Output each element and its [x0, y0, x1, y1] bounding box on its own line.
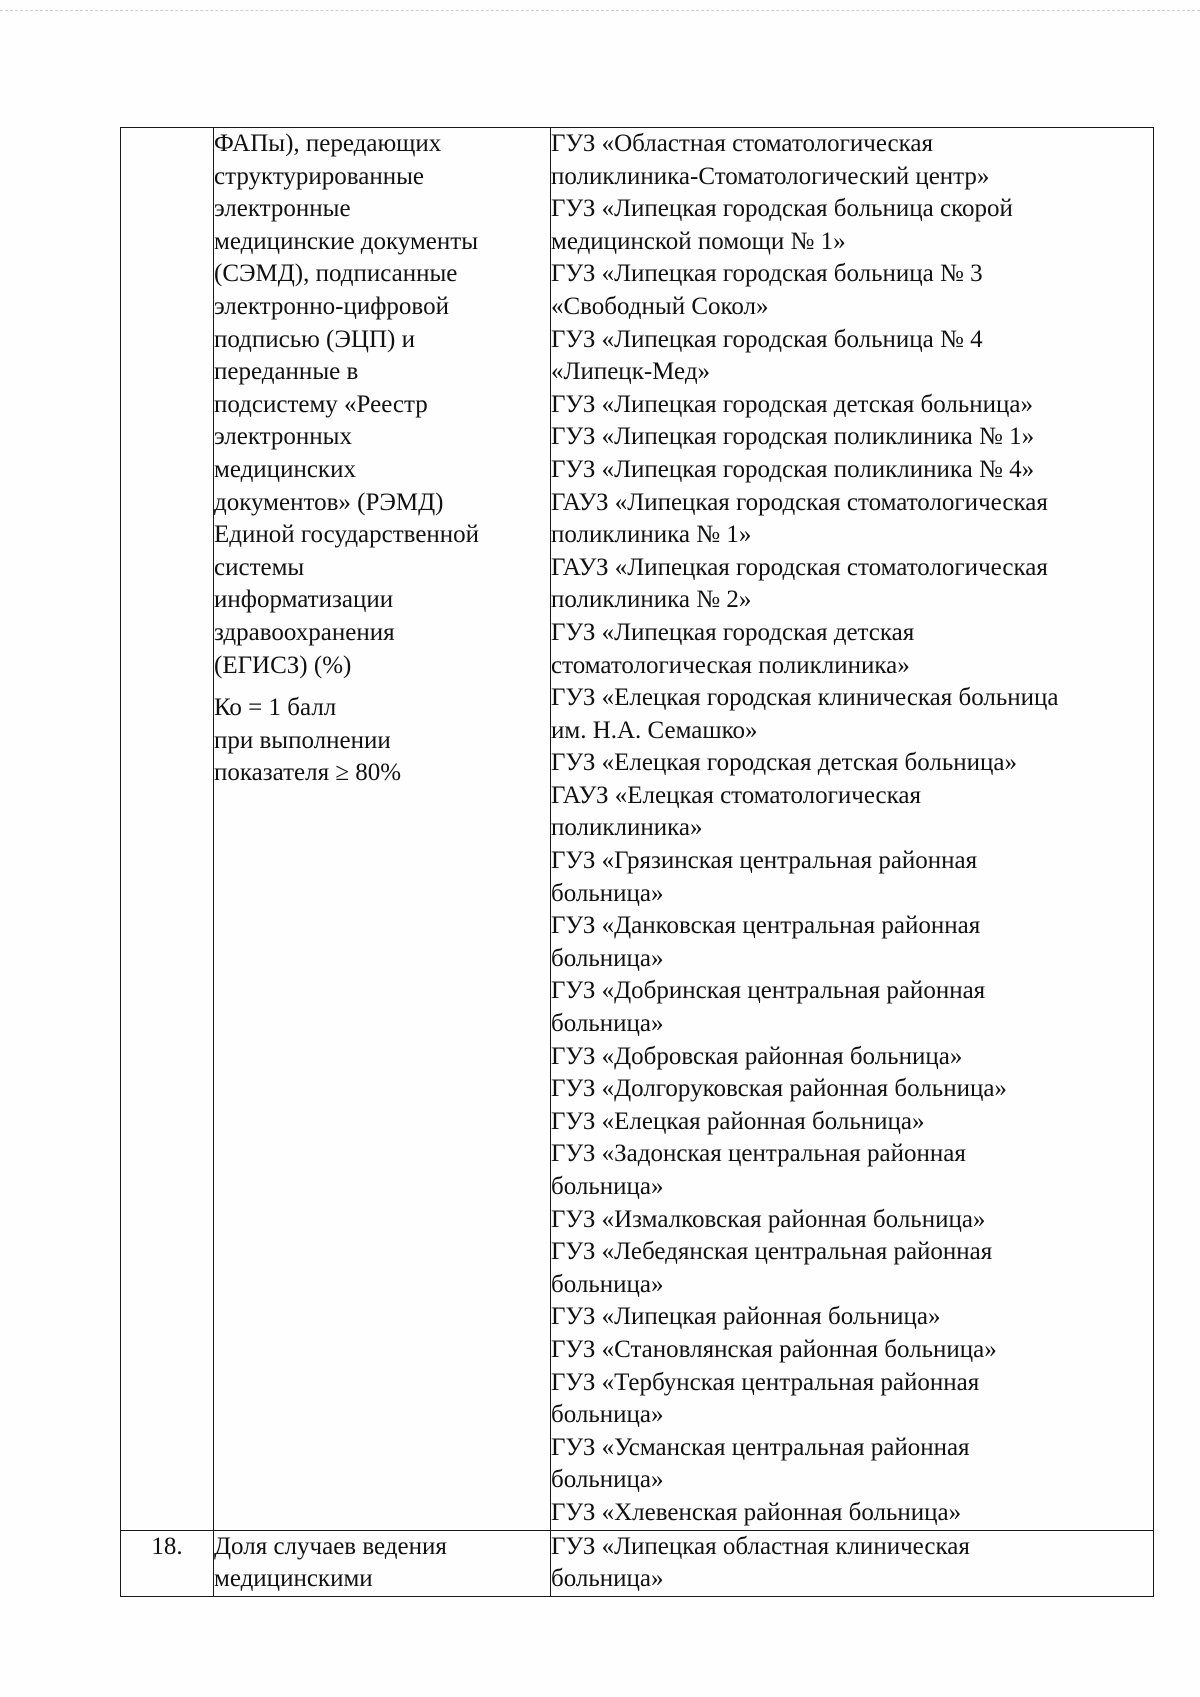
organization-line: «Свободный Сокол»	[551, 292, 769, 320]
indicator-line: электронные	[214, 195, 351, 223]
organization-line: ГУЗ «Липецкая городская больница № 4	[551, 325, 983, 353]
organization-line: ГУЗ «Задонская центральная районная	[551, 1140, 966, 1168]
indicators-table	[120, 127, 1154, 1597]
indicator-cell	[214, 128, 551, 1531]
indicator-line: информатизации	[214, 586, 394, 614]
organization-line: ГУЗ «Усманская центральная районная	[551, 1433, 970, 1461]
score-criteria	[214, 692, 550, 790]
indicator-line: системы	[214, 553, 305, 581]
organization-line: ГУЗ «Тербунская центральная районная	[551, 1368, 980, 1396]
organization-line: ГУЗ «Измалковская районная больница»	[551, 1205, 986, 1233]
organization-line: больница»	[551, 1010, 664, 1038]
organization-line: ГАУЗ «Липецкая городская стоматологическая	[551, 553, 1048, 581]
organization-line: ГУЗ «Елецкая районная больница»	[551, 1107, 925, 1135]
organization-line: ГУЗ «Областная стоматологическая	[551, 130, 934, 157]
organization-line: ГУЗ «Липецкая городская поликлиника № 1»	[551, 423, 1035, 451]
organization-line: ГУЗ «Липецкая городская больница № 3	[551, 260, 983, 288]
organization-line: поликлиника»	[551, 814, 703, 842]
indicator-line: подписью (ЭЦП) и	[214, 325, 415, 353]
organization-line: медицинской помощи № 1»	[551, 227, 846, 255]
organization-line: поликлиника-Стоматологический центр»	[551, 162, 990, 190]
organization-line: ГУЗ «Елецкая городская клиническая больница	[551, 684, 1059, 712]
organizations-cell	[551, 1530, 1154, 1596]
organization-line: ГАУЗ «Елецкая стоматологическая	[551, 781, 922, 809]
organization-line: ГУЗ «Липецкая городская поликлиника № 4»	[551, 455, 1035, 483]
indicator-line: здравоохранения	[214, 618, 395, 646]
indicator-line: медицинских	[214, 455, 356, 483]
organization-line: ГУЗ «Грязинская центральная районная	[551, 847, 978, 875]
organization-line: ГУЗ «Добровская районная больница»	[551, 1042, 963, 1070]
indicator-line: Единой государственной	[214, 521, 480, 549]
organization-line: больница»	[551, 879, 664, 907]
table-row	[121, 1530, 1154, 1596]
indicator-line: медицинские документы	[214, 227, 478, 255]
organizations-cell	[551, 128, 1154, 1531]
indicator-line: (ЕГИСЗ) (%)	[214, 651, 352, 679]
organization-line: ГУЗ «Становлянская районная больница»	[551, 1335, 997, 1363]
organization-line: ГУЗ «Данковская центральная районная	[551, 912, 981, 940]
indicator-line: Доля случаев ведения	[214, 1532, 447, 1560]
indicator-line: переданные в	[214, 358, 359, 386]
organization-line: больница»	[551, 1401, 664, 1429]
organization-line: поликлиника № 1»	[551, 521, 752, 549]
indicator-line: документов» (РЭМД)	[214, 488, 444, 516]
organization-line: больница»	[551, 1173, 664, 1200]
organization-line: поликлиника № 2»	[551, 586, 752, 614]
organization-line: им. Н.А. Семашко»	[551, 716, 758, 744]
organization-line: ГУЗ «Хлевенская районная больница»	[551, 1498, 962, 1526]
organization-line: ГУЗ «Лебедянская центральная районная	[551, 1238, 993, 1266]
row-number-cell: 18.	[121, 1530, 214, 1596]
row-number-cell	[121, 128, 214, 1531]
organization-line: ГУЗ «Липецкая районная больница»	[551, 1303, 941, 1331]
indicator-line: электронных	[214, 423, 352, 451]
organization-line: ГУЗ «Долгоруковская районная больница»	[551, 1075, 1007, 1103]
organization-line: больница»	[551, 1565, 664, 1593]
organization-line: больница»	[551, 1466, 664, 1494]
indicator-line: подсистему «Реестр	[214, 390, 428, 418]
organization-line: ГУЗ «Липецкая городская больница скорой	[551, 195, 1013, 223]
organization-line: больница»	[551, 1270, 664, 1298]
indicator-cell	[214, 1530, 551, 1596]
organization-line: ГАУЗ «Липецкая городская стоматологическая	[551, 488, 1048, 516]
indicator-line: электронно-цифровой	[214, 292, 449, 320]
organization-line: стоматологическая поликлиника»	[551, 651, 910, 679]
score-line: показателя ≥ 80%	[214, 759, 402, 787]
indicator-line: медицинскими	[214, 1565, 373, 1593]
indicator-line: ФАПы), передающих	[214, 130, 442, 157]
score-line: Ко = 1 балл	[214, 694, 337, 722]
organization-line: больница»	[551, 944, 664, 972]
indicator-line: (СЭМД), подписанные	[214, 260, 458, 288]
organization-line: ГУЗ «Липецкая городская детская больница»	[551, 390, 1033, 418]
organization-line: ГУЗ «Липецкая областная клиническая	[551, 1532, 970, 1560]
organization-line: «Липецк-Мед»	[551, 358, 711, 386]
organization-line: ГУЗ «Елецкая городская детская больница»	[551, 749, 1018, 777]
organization-line: ГУЗ «Добринская центральная районная	[551, 977, 986, 1005]
score-line: при выполнении	[214, 726, 391, 754]
scan-edge-artifact	[0, 10, 1200, 11]
table-row	[121, 128, 1154, 1531]
organization-line: ГУЗ «Липецкая городская детская	[551, 618, 915, 646]
indicator-line: структурированные	[214, 162, 425, 190]
indicator-text	[214, 128, 550, 682]
